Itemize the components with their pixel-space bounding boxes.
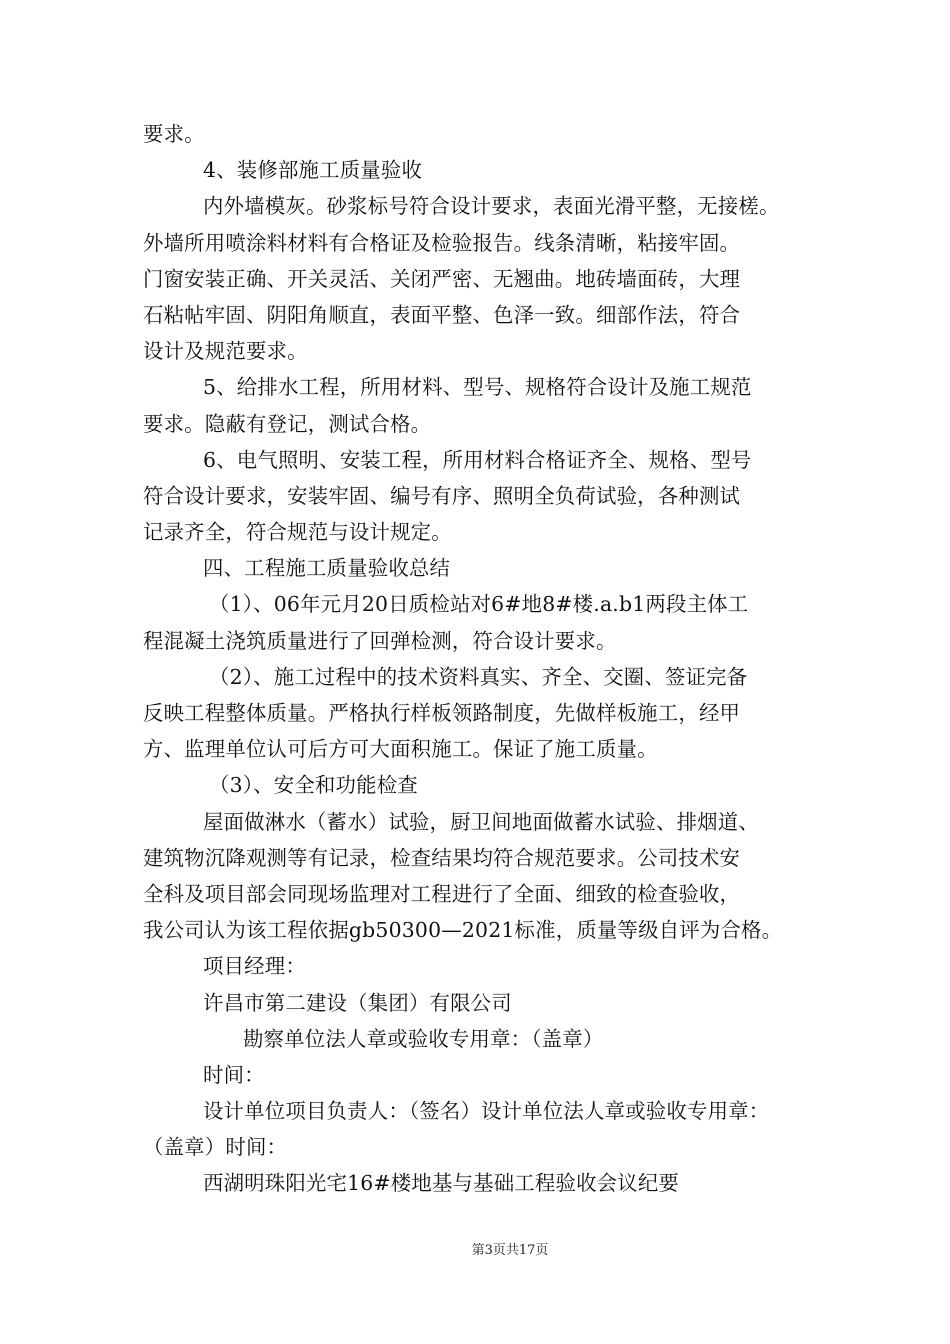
text-line: 我公司认为该工程依据gb50300—2021标准，质量等级自评为合格。 (143, 918, 783, 943)
text-line: （1）、06年元月20日质检站对6#地8#楼.a.b1两段主体工 (209, 592, 749, 617)
text-line: 石粘帖牢固、阴阳角顺直，表面平整、色泽一致。细部作法，符合 (143, 302, 741, 327)
signature-line-design: 设计单位项目负责人：（签名）设计单位法人章或验收专用章： (203, 1099, 770, 1124)
text-line: 建筑物沉降观测等有记录，检查结果均符合规范要求。公司技术安 (143, 845, 741, 870)
text-line: 全科及项目部会同现场监理对工程进行了全面、细致的检查验收， (143, 881, 741, 906)
signature-line-manager: 项目经理： (203, 954, 306, 979)
text-line: 6、电气照明、安装工程，所用材料合格证齐全、规格、型号 (203, 447, 752, 472)
text-line: 设计及规范要求。 (143, 339, 308, 364)
text-line: 反映工程整体质量。严格执行样板领路制度，先做样板施工，经甲 (143, 701, 741, 725)
text-line: 符合设计要求，安装牢固、编号有序、照明全负荷试验，各种测试 (143, 483, 741, 508)
text-line: 门窗安装正确、开关灵活、关闭严密、无翘曲。地砖墙面砖，大理 (143, 266, 741, 291)
text-line: 屋面做淋水（蓄水）试验，厨卫间地面做蓄水试验、排烟道、 (203, 809, 759, 834)
section-heading: 四、工程施工质量验收总结 (203, 556, 451, 581)
text-line: （2）、施工过程中的技术资料真实、齐全、交圈、签证完备 (209, 664, 748, 689)
page-number: 第3页共17页 (471, 1243, 549, 1258)
date-line: 时间： (203, 1062, 265, 1087)
text-line: 内外墙模灰。砂浆标号符合设计要求，表面光滑平整，无接槎。 (203, 194, 780, 219)
text-line: 程混凝土浇筑质量进行了回弹检测，符合设计要求。 (143, 628, 617, 653)
document-title: 西湖明珠阳光宅16#楼地基与基础工程验收会议纪要 (203, 1171, 680, 1196)
text-line: 要求。隐蔽有登记，测试合格。 (143, 411, 432, 436)
text-line: 5、给排水工程，所用材料、型号、规格符合设计及施工规范 (203, 375, 752, 400)
section-heading: 4、装修部施工质量验收 (203, 158, 423, 183)
document-body (143, 116, 815, 1202)
section-heading: （3）、安全和功能检查 (209, 773, 418, 798)
text-line: 方、监理单位认可后方可大面积施工。保证了施工质量。 (143, 737, 658, 762)
text-line: 记录齐全，符合规范与设计规定。 (143, 520, 452, 545)
text-line: 外墙所用喷涂料材料有合格证及检验报告。线条清晰，粘接牢固。 (143, 230, 741, 255)
company-name: 许昌市第二建设（集团）有限公司 (203, 990, 512, 1015)
text-line: 要求。 (143, 122, 205, 146)
seal-line: 勘察单位法人章或验收专用章：（盖章） (243, 1026, 604, 1051)
text-line: （盖章）时间： (143, 1135, 288, 1160)
